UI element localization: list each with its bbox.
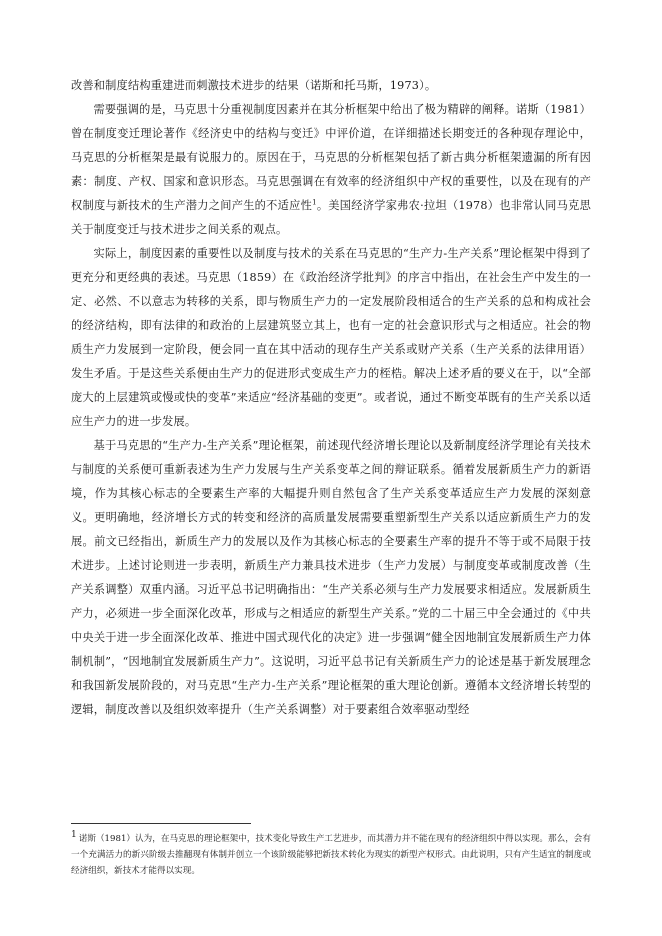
main-text (71, 74, 591, 722)
paragraph-3: 实际上，制度因素的重要性以及制度与技术的关系在马克思的“生产力-生产关系”理论框架中得到了更充分和更经典的表述。马克思（1859）在《政治经济学批判》的序言中指出，在社会生产中发生的一定、必然、不以意志为转移的关系，即与物质生产力的一定发展阶段相适合的生产关系的总和构成社会的经济结构，即有法律的和政治的上层建筑竖立其上，也有一定的社会意识形式与之相适应。社会的物质生产力发展到一定阶段，便会同一直在其中活动的现存生产关系或财产关系（生产关系的法律用语）发生矛盾。于是这些关系便由生产力的促进形式变成生产力的桎梏。解决上述矛盾的要义在于，以“全部庞大的上层建筑或慢或快的变革”来适应“经济基础的变更”。或者说，通过不断变革既有的生产关系以适应生产力的进一步发展。 (71, 247, 591, 428)
footnote (71, 831, 591, 879)
footnote-reference[interactable]: 1 (312, 198, 317, 207)
paragraph-2-text-end: 。美国经济学家弗农·拉坦（1978）也非常认同马克思关于制度变迁与技术进步之间关系的观点。 (71, 199, 592, 236)
footnote-divider (71, 823, 251, 824)
paragraph-4: 基于马克思的“生产力-生产关系”理论框架，前述现代经济增长理论以及新制度经济学理论有关技术与制度的关系便可重新表述为生产力发展与生产关系变革之间的辩证联系。循着发展新质生产力的新语境，作为其核心标志的全要素生产率的大幅提升则自然包含了生产关系变革适应生产力发展的深刻意义。更明确地，经济增长方式的转变和经济的高质量发展需要重塑新型生产关系以适应新质生产力的发展。前文已经指出，新质生产力的发展以及作为其核心标志的全要素生产率的提升不等于或不局限于技术进步。上述讨论则进一步表明，新质生产力兼具技术进步（生产力发展）与制度变革或制度改善（生产关系调整）双重内涵。习近平总书记明确指出：“生产关系必须与生产力发展要求相适应。发展新质生产力，必须进一步全面深化改革，形成与之相适应的新型生产关系。”党的二十届三中全会通过的《中共中央关于进一步全面深化改革、推进中国式现代化的决定》进一步强调“健全因地制宜发展新质生产力体制机制”，“因地制宜发展新质生产力”。这说明，习近平总书记有关新质生产力的论述是基于新发展理念和我国新发展阶段的，对马克思“生产力-生产关系”理论框架的重大理论创新。遵循本文经济增长转型的逻辑，制度改善以及组织效率提升（生产关系调整）对于要素组合效率驱动型经 (71, 439, 591, 716)
paragraph-2 (71, 98, 591, 242)
footnote-mark: 1 (71, 830, 77, 841)
paragraph-1: 改善和制度结构重建进而刺激技术进步的结果（诺斯和托马斯，1973）。 (71, 79, 437, 92)
paragraph-2-text: 需要强调的是，马克思十分重视制度因素并在其分析框架中给出了极为精辟的阐释。诺斯（1981）曾在制度变迁理论著作《经济史中的结构与变迁》中评价道，在详细描述长期变迁的各种现存理论中，马克思的分析框架是最有说服力的。原因在于，马克思的分析框架包括了新古典分析框架遗漏的所有因素：制度、产权、国家和意识形态。马克思强调在有效率的经济组织中产权的重要性，以及在现有的产权制度与新技术的生产潜力之间产生的不适应性 (71, 103, 591, 212)
footnote-text: 诺斯（1981）认为，在马克思的理论框架中，技术变化导致生产工艺进步，而其潜力并不能在现有的经济组织中得以实现。那么，会有一个充满活力的新兴阶级去推翻现有体制并创立一个该阶级能够把新技术转化为现实的新型产权形式。由此说明，只有产生适宜的制度或经济组织，新技术才能得以实现。 (71, 834, 591, 876)
